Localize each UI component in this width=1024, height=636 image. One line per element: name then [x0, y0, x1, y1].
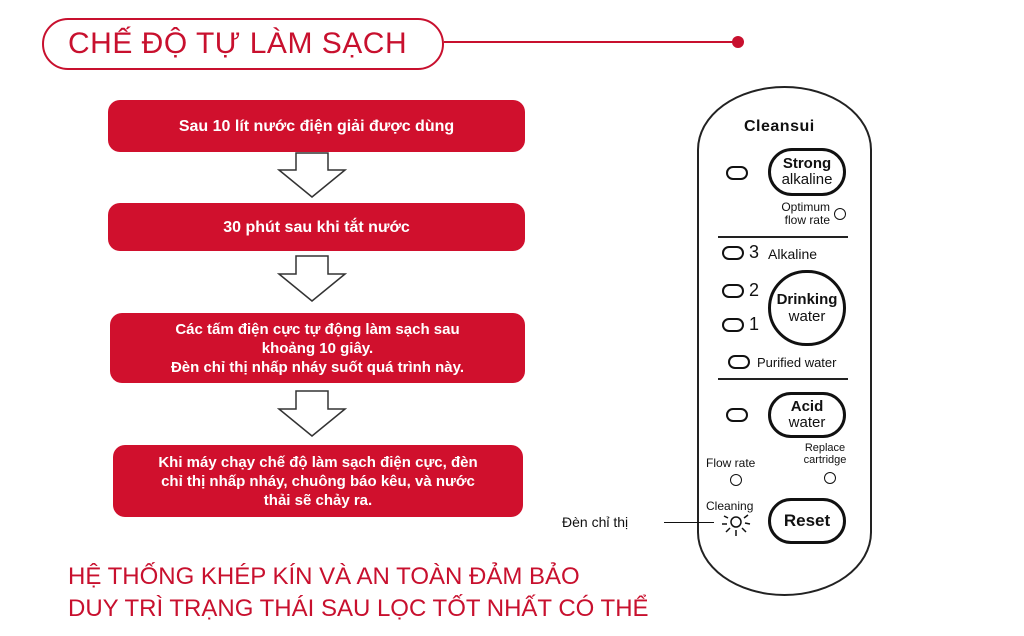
flow-step-3 — [110, 313, 525, 383]
cleaning-label: Cleaning — [706, 499, 754, 513]
cartridge-text: cartridge — [803, 454, 847, 466]
purified-water-label: Purified water — [757, 355, 837, 370]
drinking-label: Drinking — [776, 291, 838, 308]
flow-rate-label: Flow rate — [706, 456, 756, 470]
flow-rate-text: flow rate — [784, 213, 830, 227]
replace-cartridge-label — [790, 442, 860, 466]
level-3-number: 3 — [749, 242, 760, 262]
reset-label: Reset — [783, 511, 831, 530]
flow-step-4-text: Khi máy chạy chế độ làm sạch điện cực, đèn chỉ thị nhấp nháy, chuông báo kêu, và nước thải sẽ chảy ra. — [158, 453, 478, 509]
level-2-number: 2 — [749, 280, 760, 300]
footer-line-1: HỆ THỐNG KHÉP KÍN VÀ AN TOÀN ĐẢM BẢO — [68, 563, 580, 590]
water-label: water — [788, 308, 826, 325]
acid-label: Acid — [790, 398, 824, 415]
title-connector-dot — [732, 36, 744, 48]
optimum-flow-rate-led — [834, 208, 846, 220]
strong-alkaline-led — [726, 166, 748, 180]
brand-logo: Cleansui — [744, 118, 815, 135]
level-3-led — [722, 246, 744, 260]
alkaline-level-label: Alkaline — [768, 246, 818, 262]
panel-divider — [718, 236, 848, 238]
strong-alkaline-button[interactable] — [768, 148, 846, 196]
strong-label: Strong — [782, 155, 832, 172]
down-arrow-icon — [277, 390, 347, 438]
acid-water-button[interactable] — [768, 392, 846, 438]
reset-button[interactable] — [768, 498, 846, 544]
acid-water-label: water — [788, 414, 826, 431]
flow-step-4 — [113, 445, 523, 517]
cleaning-indicator-flashing-icon — [718, 508, 754, 538]
title-connector-line — [444, 41, 737, 43]
purified-water-led — [728, 355, 750, 369]
flow-step-3-text: Các tấm điện cực tự động làm sạch sau khoảng 10 giây. Đèn chỉ thị nhấp nháy suốt quá trình này. — [170, 320, 465, 376]
optimum-text: Optimum — [781, 200, 830, 214]
level-2-led — [722, 284, 744, 298]
footer-line-2: DUY TRÌ TRẠNG THÁI SAU LỌC TỐT NHẤT CÓ THỂ — [68, 595, 649, 622]
down-arrow-icon — [277, 152, 347, 198]
level-1-led — [722, 318, 744, 332]
replace-cartridge-led — [824, 472, 836, 484]
flow-step-2-text: 30 phút sau khi tắt nước — [223, 218, 410, 236]
optimum-flow-rate-label — [770, 201, 830, 227]
flow-rate-led — [730, 474, 742, 486]
replace-text: Replace — [804, 442, 846, 454]
flow-step-1 — [108, 100, 525, 152]
flow-step-2 — [108, 203, 525, 251]
indicator-callout-label: Đèn chỉ thị — [562, 514, 629, 530]
acid-water-led — [726, 408, 748, 422]
section-title: CHẾ ĐỘ TỰ LÀM SẠCH — [42, 18, 444, 70]
alkaline-label: alkaline — [781, 171, 833, 188]
down-arrow-icon — [277, 255, 347, 303]
panel-divider — [718, 378, 848, 380]
level-1-number: 1 — [749, 314, 760, 334]
callout-leader-line — [664, 522, 714, 523]
flow-step-1-text: Sau 10 lít nước điện giải được dùng — [178, 117, 455, 135]
drinking-water-button[interactable] — [768, 270, 846, 346]
